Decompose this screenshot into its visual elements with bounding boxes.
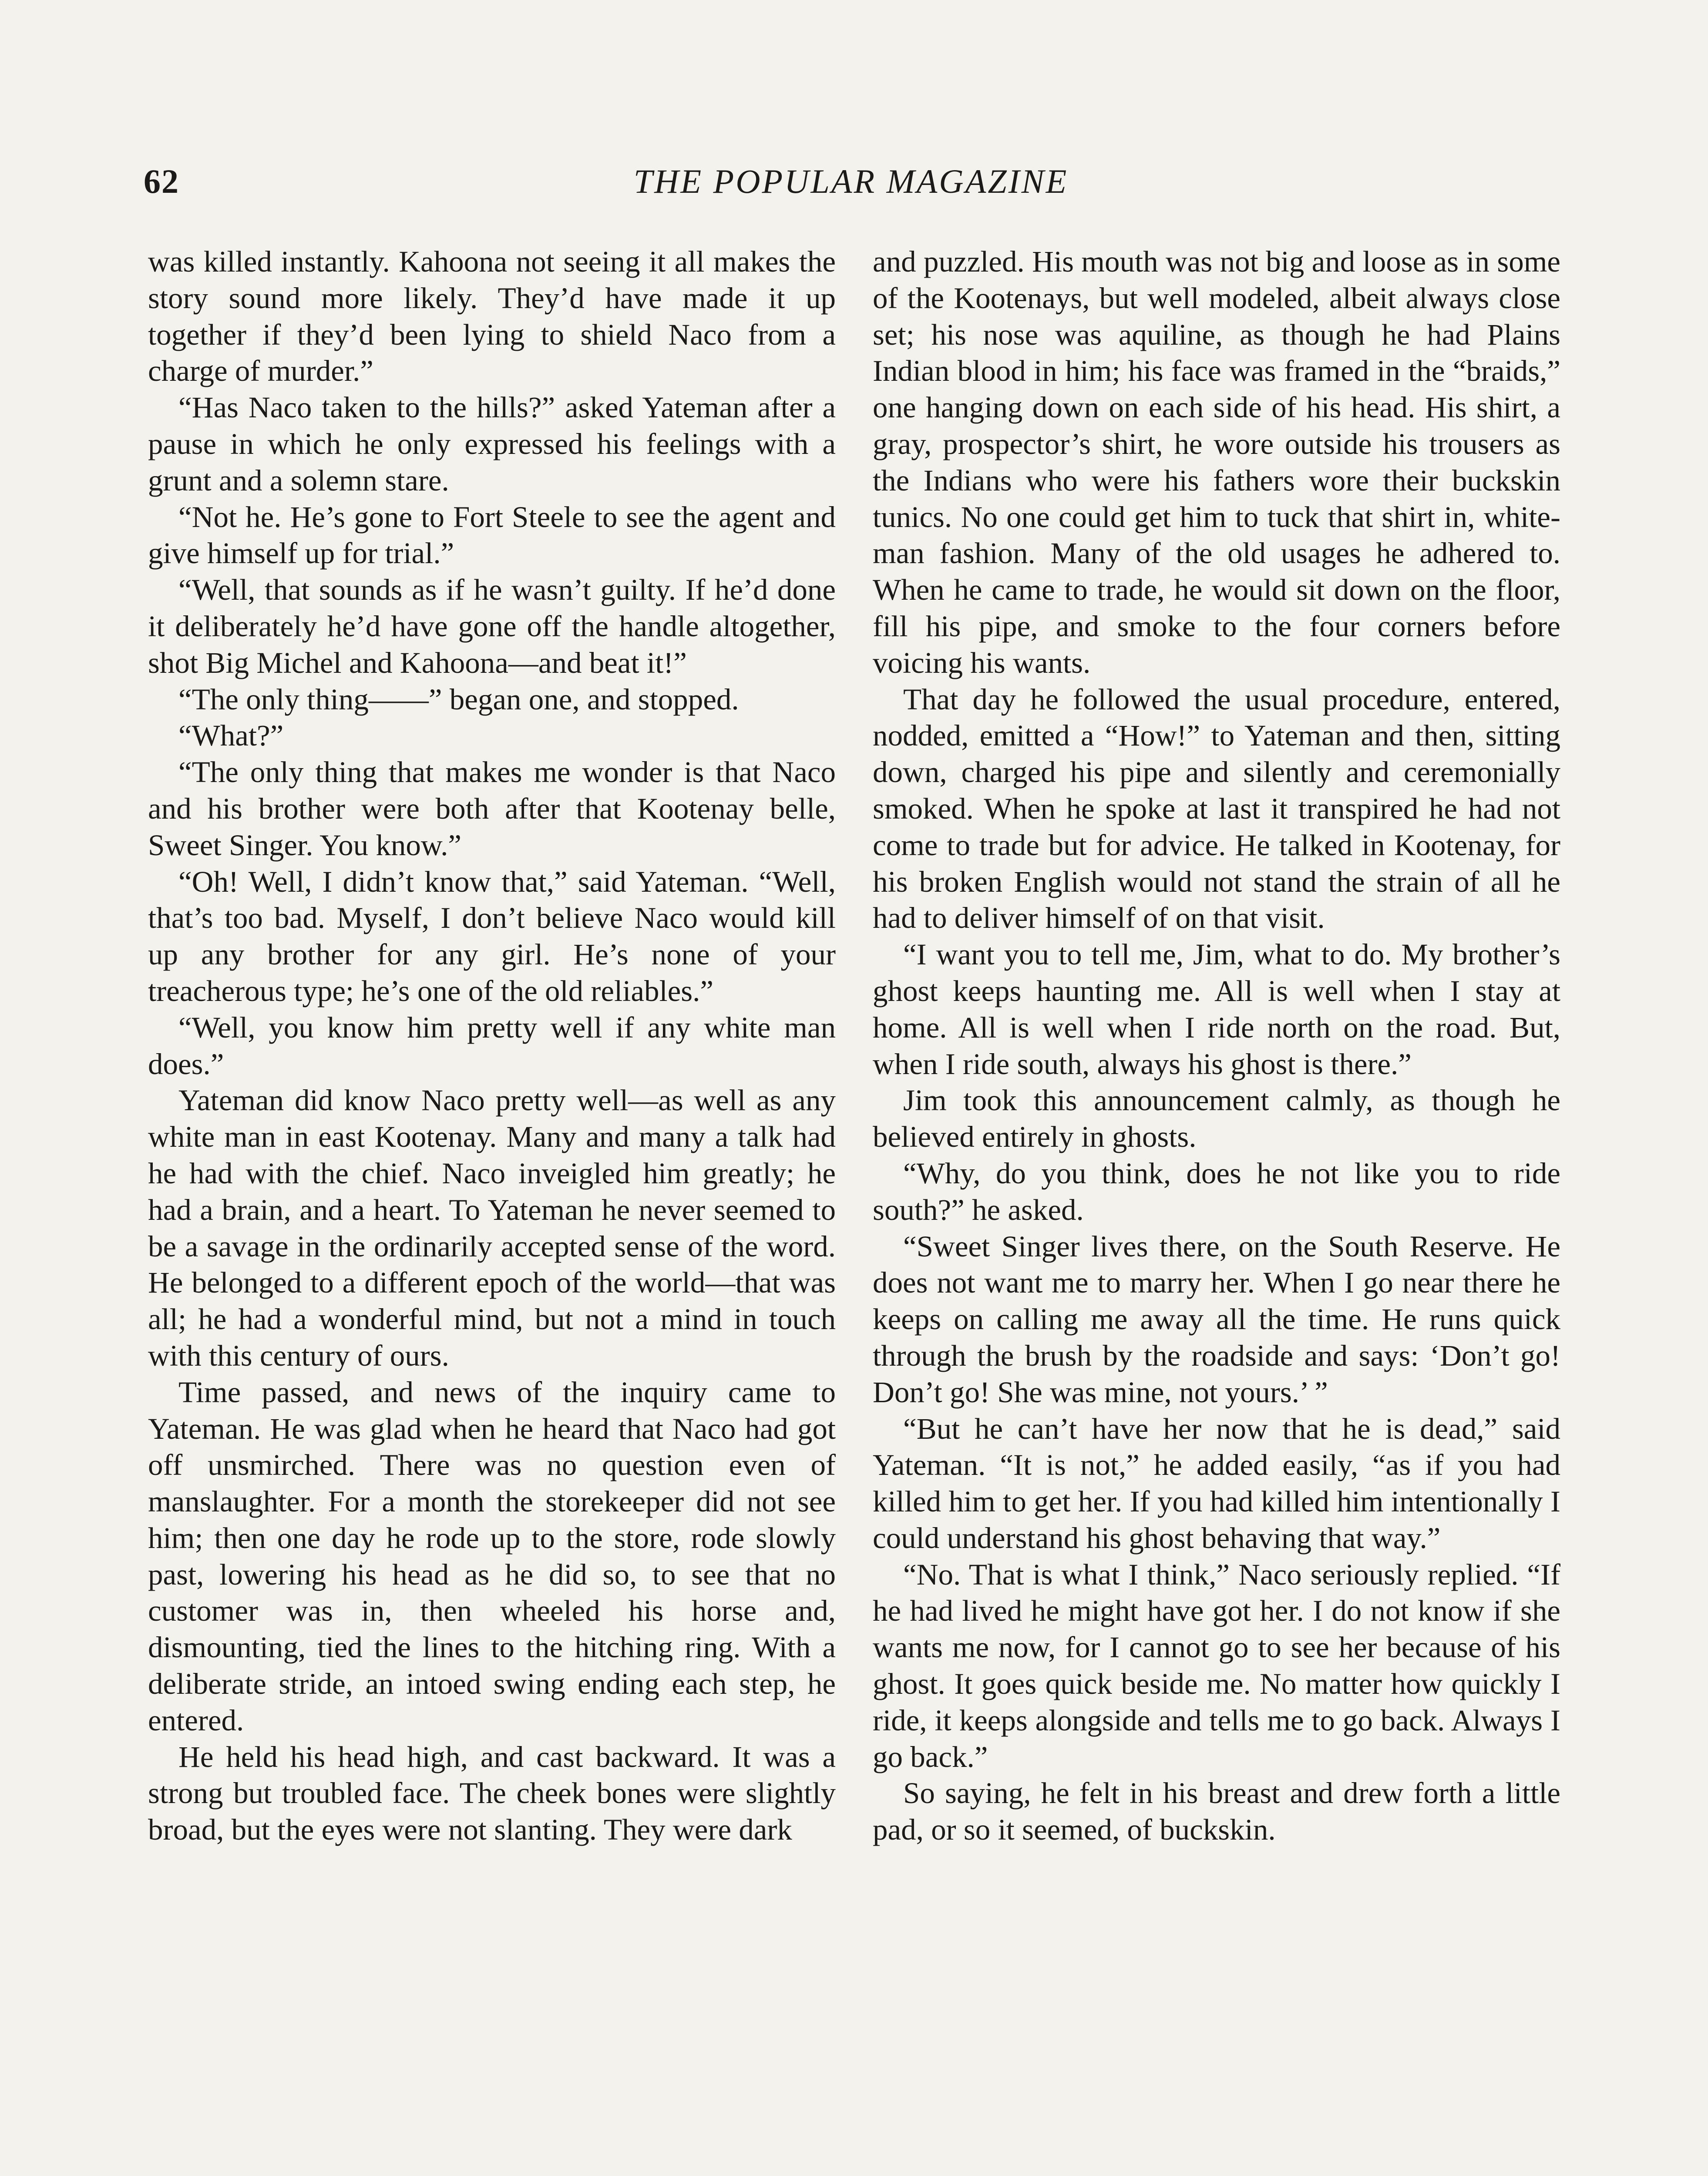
paragraph: “Oh! Well, I didn’t know that,” said Yateman. “Well, that’s too bad. Myself, I don’t believe Naco would kill up any brother for any girl. He’s none of your treacherous type; he’s one of the old reliables.” <box>148 865 836 1007</box>
left-column <box>148 244 836 1848</box>
paragraph: “I want you to tell me, Jim, what to do. My brother’s ghost keeps haunting me. All is well when I stay at home. All is well when I ride north on the road. But, when I ride south, always his ghost is there.” <box>873 938 1560 1081</box>
paragraph: was killed instantly. Kahoona not seeing it all makes the story sound more likely. They’d have made it up together if they’d been lying to shield Naco from a charge of murder.” <box>148 245 836 388</box>
paragraph: “Not he. He’s gone to Fort Steele to see the agent and give himself up for trial.” <box>148 500 836 570</box>
paragraph: Jim took this announcement calmly, as though he believed entirely in ghosts. <box>873 1084 1560 1154</box>
paragraph: “Well, you know him pretty well if any white man does.” <box>148 1011 836 1081</box>
paragraph: That day he followed the usual procedure, entered, nodded, emitted a “How!” to Yateman and then, sitting down, charged his pipe and silently and ceremonially smoked. When he spoke at last it transpired he had not come to trade but for advice. He talked in Kootenay, for his broken English would not stand the strain of all he had to deliver himself of on that visit. <box>873 682 1560 935</box>
paragraph: “No. That is what I think,” Naco seriously replied. “If he had lived he might have got her. I do not know if she wants me now, for I cannot go to see her because of his ghost. It goes quick beside me. No matter how quickly I ride, it keeps alongside and tells me to go back. Always I go back.” <box>873 1558 1560 1773</box>
paragraph: “But he can’t have her now that he is dead,” said Yateman. “It is not,” he added easily, “as if you had killed him to get her. If you had killed him intentionally I could understand his ghost behaving that way.” <box>873 1412 1560 1555</box>
paragraph: So saying, he felt in his breast and drew forth a little pad, or so it seemed, of buckskin. <box>873 1776 1560 1847</box>
paragraph: “Has Naco taken to the hills?” asked Yateman after a pause in which he only expressed his feelings with a grunt and a solemn stare. <box>148 391 836 497</box>
running-title: THE POPULAR MAGAZINE <box>633 162 1069 200</box>
paragraph: “Sweet Singer lives there, on the South Reserve. He does not want me to marry her. When I go near there he keeps on calling me away all the time. He runs quick through the brush by the roadside and says: ‘Don’t go! Don’t go! She was mine, not yours.’ ” <box>873 1229 1560 1409</box>
page-header <box>144 162 1558 210</box>
right-column <box>873 244 1560 1848</box>
page-number: 62 <box>144 162 179 200</box>
paragraph: He held his head high, and cast backward. It was a strong but troubled face. The cheek bones were slightly broad, but the eyes were not slanting. They were dark <box>148 1740 836 1847</box>
paragraph: Yateman did know Naco pretty well—as well as any white man in east Kootenay. Many and many a talk had he had with the chief. Naco inveigled him greatly; he had a brain, and a heart. To Yateman he never seemed to be a savage in the ordinarily accepted sense of the word. He belonged to a different epoch of the world—that was all; he had a wonderful mind, but not a mind in touch with this century of ours. <box>148 1084 836 1372</box>
paragraph: “What?” <box>178 719 284 752</box>
paragraph: “The only thing——” began one, and stopped. <box>178 682 739 716</box>
paragraph: Time passed, and news of the inquiry came to Yateman. He was glad when he heard that Naco had got off unsmirched. There was no question even of manslaughter. For a month the storekeeper did not see him; then one day he rode up to the store, rode slowly past, lowering his head as he did so, to see that no customer was in, then wheeled his horse and, dismounting, tied the lines to the hitching ring. With a deliberate stride, an intoed swing ending each step, he entered. <box>148 1375 836 1737</box>
paragraph: “Well, that sounds as if he wasn’t guilty. If he’d done it deliberately he’d have gone off the handle altogether, shot Big Michel and Kahoona—and beat it!” <box>148 573 836 679</box>
paragraph: and puzzled. His mouth was not big and loose as in some of the Kootenays, but well modeled, albeit always close set; his nose was aquiline, as though he had Plains Indian blood in him; his face was framed in the “braids,” one hanging down on each side of his head. His shirt, a gray, prospector’s shirt, he wore outside his trousers as the Indians who were his fathers wore their buckskin tunics. No one could get him to tuck that shirt in, white-man fashion. Many of the old usages he adhered to. When he came to trade, he would sit down on the floor, fill his pipe, and smoke to the four corners before voicing his wants. <box>873 245 1560 679</box>
paragraph: “Why, do you think, does he not like you to ride south?” he asked. <box>873 1156 1560 1226</box>
paragraph: “The only thing that makes me wonder is that Naco and his brother were both after that Kootenay belle, Sweet Singer. You know.” <box>148 756 836 862</box>
